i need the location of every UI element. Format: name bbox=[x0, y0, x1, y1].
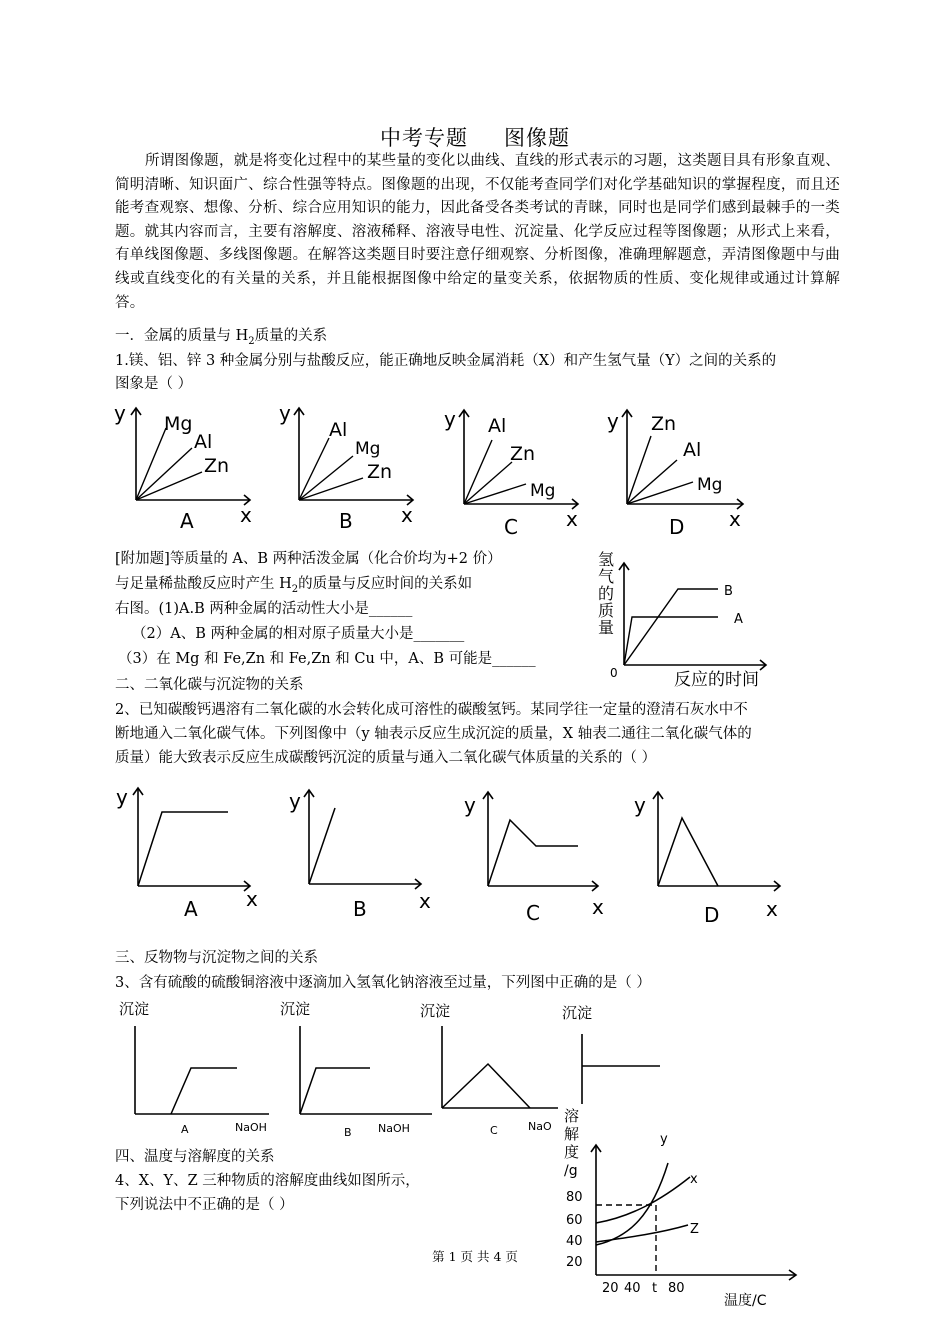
question-2-line-3: 质量）能大致表示反应生成碳酸钙沉淀的质量与通入二氧化碳气体质量的关系的（ ） bbox=[115, 750, 657, 766]
axis-x: x bbox=[592, 895, 604, 919]
y-tick: 60 bbox=[566, 1213, 583, 1228]
axis-x: x bbox=[246, 887, 258, 911]
question-1-line-2: 图象是（ ） bbox=[115, 376, 193, 392]
title-sub: 图像题 bbox=[504, 126, 570, 150]
axis-x: x bbox=[729, 507, 741, 531]
y-tick: 40 bbox=[566, 1234, 583, 1249]
x-axis-label: NaOH bbox=[235, 1121, 267, 1134]
line-label: Al bbox=[488, 415, 507, 437]
page-footer: 第 1 页 共 4 页 bbox=[432, 1249, 518, 1264]
q3-graph-a bbox=[115, 998, 285, 1138]
q2-graph-a bbox=[110, 780, 270, 930]
y-label-char: 解 bbox=[564, 1125, 580, 1143]
q2-graph-b bbox=[285, 780, 445, 930]
line-label: Al bbox=[683, 439, 702, 461]
axis-x: x bbox=[240, 503, 252, 527]
line-b-label: B bbox=[724, 584, 733, 599]
line-label: Zn bbox=[367, 461, 393, 483]
line-label: Mg bbox=[530, 481, 556, 501]
axis-y: y bbox=[289, 789, 301, 813]
x-tick: 40 bbox=[624, 1281, 641, 1296]
y-label-char: 气 bbox=[598, 567, 615, 586]
x-axis-label: NaO bbox=[528, 1120, 552, 1133]
y-label-char: 质 bbox=[598, 601, 615, 620]
intro-paragraph: 所谓图像题，就是将变化过程中的某些量的变化以曲线、直线的形式表示的习题，这类题目具有形象直观、简明清晰、知识面广、综合性强等特点。图像题的出现，不仅能考查同学们对化学基础知识的掌握程度，而且还能考查观察、想像、分析、综合应用知识的能力，因此备受各类考试的青睐，同时也是同学们感到最棘手的一类题。就其内容而言，主要有溶解度、溶液稀释、溶液导电性、沉淀量、化学反应过程等图像题；从形式上来看，有单线图像题、多线图像题。在解答这类题目时要注意仔细观察、分析图像，准确理解题意，弄清图像题中与曲线或直线变化的有关量的关系，并且能根据图像中给定的量变关系，依据物质的性质、变化规律或通过计算解答。 bbox=[115, 153, 840, 311]
question-2-line-1: 2、已知碳酸钙遇溶有二氧化碳的水会转化成可溶性的碳酸氢钙。某同学往一定量的澄清石灰水中不 bbox=[115, 702, 748, 718]
axis-y: y bbox=[444, 407, 456, 431]
axis-y: y bbox=[116, 785, 128, 809]
line-label: Mg bbox=[697, 475, 723, 495]
line-label: Zn bbox=[651, 413, 677, 435]
y-label-char: 量 bbox=[598, 618, 615, 637]
option-label: A bbox=[181, 1123, 189, 1136]
axis-x: x bbox=[419, 889, 431, 913]
x-tick: t bbox=[652, 1281, 658, 1296]
axis-y: y bbox=[464, 793, 476, 817]
option-label: C bbox=[526, 901, 540, 925]
q1-graph-d bbox=[605, 400, 765, 540]
y-axis-label: 沉淀 bbox=[119, 1000, 150, 1018]
q2-graph-c bbox=[460, 780, 620, 930]
line-label: Zn bbox=[510, 443, 536, 465]
y-axis-label: 沉淀 bbox=[420, 1002, 451, 1020]
q1-graph-c bbox=[440, 400, 600, 540]
option-label: A bbox=[184, 897, 198, 921]
x-axis-label: 反应的时间 bbox=[674, 670, 759, 690]
title-main: 中考专题 bbox=[380, 126, 468, 150]
curve-label-y: y bbox=[660, 1132, 668, 1147]
question-4-line-2: 下列说法中不正确的是（ ） bbox=[115, 1197, 294, 1213]
section-3-heading: 三、反物物与沉淀物之间的关系 bbox=[115, 950, 318, 966]
y-label-char: 氢 bbox=[598, 550, 615, 569]
y-axis-label: 沉淀 bbox=[562, 1004, 593, 1022]
origin-label: 0 bbox=[610, 666, 618, 680]
y-tick: 20 bbox=[566, 1255, 583, 1270]
axis-y: y bbox=[279, 401, 291, 425]
option-label: D bbox=[669, 515, 685, 539]
x-tick: 20 bbox=[602, 1281, 619, 1296]
extra-line-2: 与足量稀盐酸反应时产生 $H_2$的质量与反应时间的关系如 bbox=[115, 576, 473, 595]
line-label: Mg bbox=[355, 439, 381, 459]
x-axis-label: NaOH bbox=[378, 1122, 410, 1135]
y-label-char: 度 bbox=[564, 1143, 580, 1161]
question-4-line-1: 4、X、Y、Z 三种物质的溶解度曲线如图所示， bbox=[115, 1173, 420, 1189]
line-label: Al bbox=[194, 431, 213, 453]
page-title bbox=[0, 122, 950, 152]
q1-graph-b bbox=[275, 400, 435, 540]
line-label: Mg bbox=[164, 413, 193, 435]
option-label: A bbox=[180, 509, 194, 533]
section-4-heading: 四、温度与溶解度的关系 bbox=[115, 1149, 275, 1165]
question-3: 3、含有硫酸的硫酸铜溶液中逐滴加入氢氧化钠溶液至过量，下列图中正确的是（ ） bbox=[115, 975, 651, 991]
question-2-line-2: 断地通入二氧化碳气体。下列图像中（y 轴表示反应生成沉淀的质量，X 轴表二通往二氧化碳气体的 bbox=[115, 726, 752, 742]
line-label: Zn bbox=[204, 455, 230, 477]
axis-x: x bbox=[401, 503, 413, 527]
y-axis-label: 沉淀 bbox=[280, 1000, 311, 1018]
axis-y: y bbox=[634, 793, 646, 817]
y-tick: 80 bbox=[566, 1190, 583, 1205]
option-label: C bbox=[504, 515, 518, 539]
question-1-line-1: 1.镁、铝、锌 3 种金属分别与盐酸反应，能正确地反映金属消耗（X）和产生氢气量（Y）之间的关系的 bbox=[115, 353, 777, 369]
axis-x: x bbox=[766, 897, 778, 921]
option-label: B bbox=[353, 897, 367, 921]
x-axis-label: 温度/C bbox=[724, 1293, 767, 1309]
y-label-char: 溶 bbox=[564, 1107, 580, 1125]
option-label: B bbox=[339, 509, 353, 533]
y-label-unit: /g bbox=[564, 1163, 578, 1179]
section-1-heading: 一．金属的质量与 $H_2$质量的关系 bbox=[115, 328, 328, 347]
section-2-heading: 二、二氧化碳与沉淀物的关系 bbox=[115, 677, 304, 693]
extra-line-5: （3）在 Mg 和 Fe,Zn 和 Fe,Zn 和 Cu 中，A、B 可能是______ bbox=[118, 651, 536, 667]
solubility-graph bbox=[560, 1105, 810, 1309]
extra-line-1: [附加题]等质量的 A、B 两种活泼金属（化合价均为+2 价） bbox=[115, 551, 502, 567]
line-label: Al bbox=[329, 419, 348, 441]
curve-label-z: Z bbox=[690, 1222, 699, 1237]
axis-y: y bbox=[607, 409, 619, 433]
axis-x: x bbox=[566, 507, 578, 531]
q1-graph-a bbox=[110, 400, 270, 540]
curve-label-x: x bbox=[690, 1172, 698, 1187]
y-label-char: 的 bbox=[598, 584, 615, 603]
option-label: C bbox=[490, 1124, 498, 1137]
line-a-label: A bbox=[734, 612, 743, 627]
axis-y: y bbox=[114, 401, 126, 425]
option-label: B bbox=[344, 1126, 352, 1139]
q2-graph-d bbox=[630, 780, 790, 930]
option-label: D bbox=[704, 903, 720, 927]
extra-line-3: 右图。(1)A.B 两种金属的活动性大小是______ bbox=[115, 601, 413, 617]
extra-line-4: （2）A、B 两种金属的相对原子质量大小是_______ bbox=[132, 626, 465, 642]
extra-graph bbox=[590, 545, 780, 690]
x-tick: 80 bbox=[668, 1281, 685, 1296]
